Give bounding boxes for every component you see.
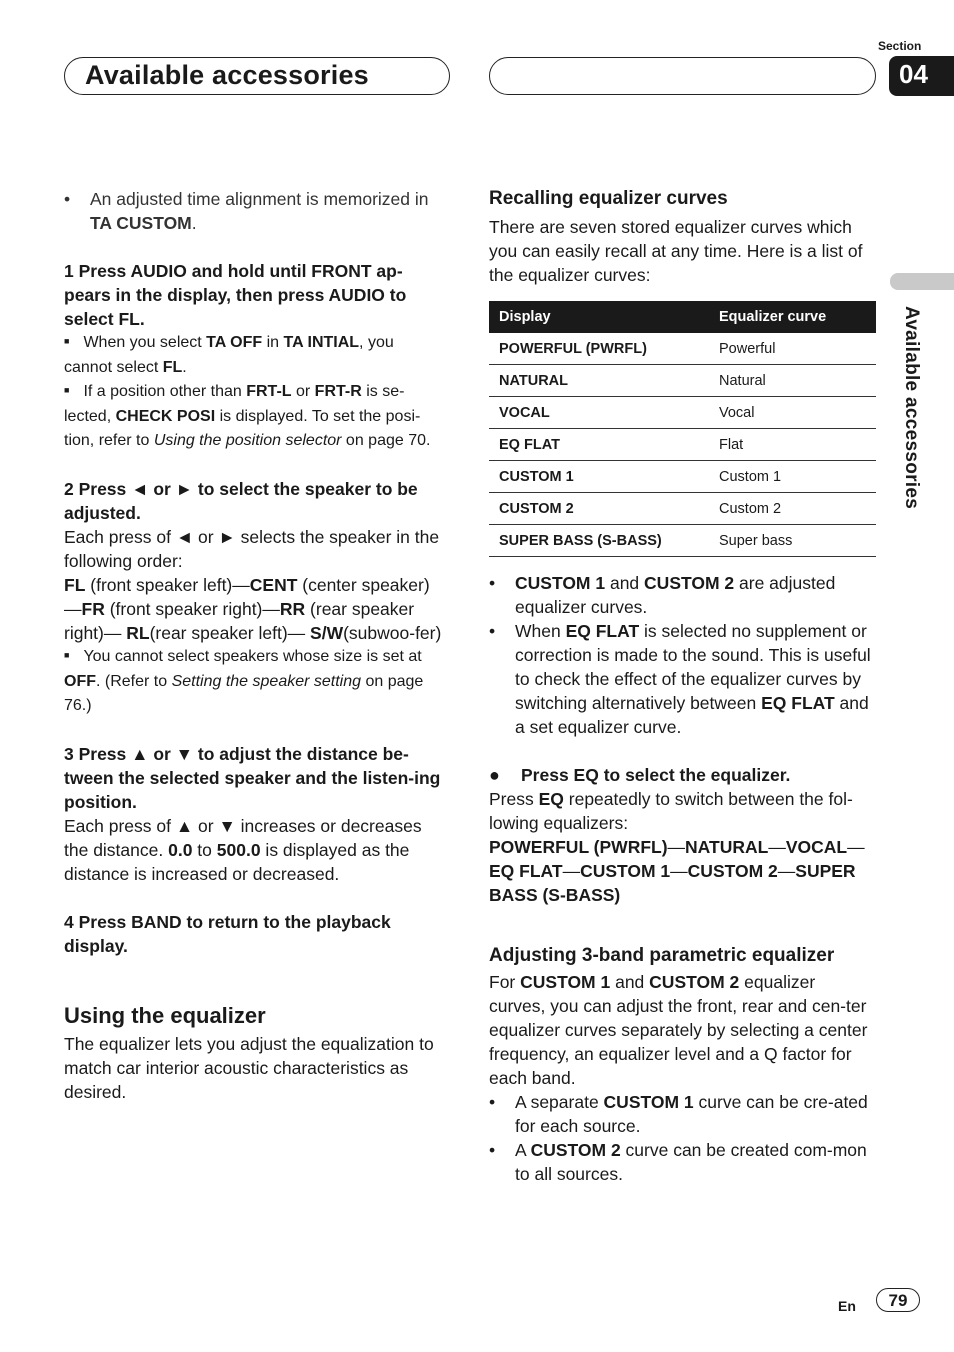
table-row <box>489 397 876 429</box>
recalling-body: There are seven stored equalizer curves which you can easily recall at any time. Here is a list of the equalizer curves: <box>489 217 863 285</box>
table-cell-display: POWERFUL (PWRFL) <box>489 333 709 365</box>
table-cell-display: SUPER BASS (S-BASS) <box>489 525 709 557</box>
step-3-body: Each press of ▲ or ▼ increases or decreases the distance. 0.0 to 500.0 is displayed as the distance is increased or decreased. <box>64 816 422 884</box>
step-dot-icon: ● <box>489 765 500 785</box>
note-check-posi: ■ If a position other than FRT-L or FRT-R is se-lected, CHECK POSI is displayed. To set the posi-tion, refer to Using the position selector on page 70. <box>64 380 446 453</box>
table-row <box>489 333 876 365</box>
equalizer-curve-table <box>489 301 876 557</box>
table-row <box>489 429 876 461</box>
header-empty-box <box>489 57 876 95</box>
table-cell-curve: Natural <box>709 365 876 397</box>
bullet-eq-flat: • When EQ FLAT is selected no supplement or correction is made to the sound. This is useful to check the effect of the equalizer curves by switching alternatively between EQ FLAT and a set equalizer curve. <box>489 619 876 739</box>
speaker-order: FL (front speaker left)—CENT (center speaker)—FR (front speaker right)—RR (rear speaker right)— RL(rear speaker left)— S/W(subwoo-fer) <box>64 575 442 643</box>
note-speaker-off: ■ You cannot select speakers whose size is set at OFF. (Refer to Setting the speaker setting on page 76.) <box>64 645 446 718</box>
side-tab-marker <box>890 273 954 290</box>
page-number: 79 <box>876 1288 920 1312</box>
section-label: Section <box>878 39 922 53</box>
note-ta-off: ■ When you select TA OFF in TA INTIAL, you cannot select FL. <box>64 331 446 380</box>
bullet-custom-2: • A CUSTOM 2 curve can be created com-mon to all sources. <box>489 1138 876 1186</box>
table-cell-curve: Custom 1 <box>709 461 876 493</box>
left-column <box>64 187 446 1104</box>
parametric-heading: Adjusting 3-band parametric equalizer <box>489 945 835 966</box>
table-cell-curve: Vocal <box>709 397 876 429</box>
table-cell-curve: Powerful <box>709 333 876 365</box>
table-row <box>489 365 876 397</box>
table-header-curve: Equalizer curve <box>709 301 876 333</box>
eq-order: POWERFUL (PWRFL)—NATURAL—VOCAL—EQ FLAT—CUSTOM 1—CUSTOM 2—SUPER BASS (S-BASS) <box>489 837 865 905</box>
eq-step-body: Press EQ repeatedly to switch between the fol-lowing equalizers: <box>489 789 853 833</box>
step-4: 4 Press BAND to return to the playback display. <box>64 912 391 956</box>
section-number: 04 <box>889 56 954 96</box>
right-column <box>489 187 876 1186</box>
table-cell-curve: Flat <box>709 429 876 461</box>
table-cell-display: CUSTOM 2 <box>489 493 709 525</box>
table-cell-display: NATURAL <box>489 365 709 397</box>
table-row <box>489 461 876 493</box>
table-header-row <box>489 301 876 333</box>
table-cell-curve: Custom 2 <box>709 493 876 525</box>
step-2-body: Each press of ◄ or ► selects the speaker in the following order: <box>64 527 440 571</box>
table-cell-display: EQ FLAT <box>489 429 709 461</box>
page-title-box <box>64 57 450 95</box>
table-cell-curve: Super bass <box>709 525 876 557</box>
footer-language: En <box>838 1298 856 1314</box>
eq-step: ● Press EQ to select the equalizer. <box>489 765 791 785</box>
side-tab-label: Available accessories <box>901 306 922 510</box>
bullet-custom-curves: • CUSTOM 1 and CUSTOM 2 are adjusted equalizer curves. <box>489 571 876 619</box>
table-cell-display: VOCAL <box>489 397 709 429</box>
step-1: 1 Press AUDIO and hold until FRONT ap-pears in the display, then press AUDIO to select FL. <box>64 261 407 329</box>
step-2: 2 Press ◄ or ► to select the speaker to be adjusted. <box>64 479 418 523</box>
parametric-body: For CUSTOM 1 and CUSTOM 2 equalizer curves, you can adjust the front, rear and cen-ter equalizer curves separately by selecting a center frequency, an equalizer level and a Q factor for each band. <box>489 972 868 1088</box>
table-cell-display: CUSTOM 1 <box>489 461 709 493</box>
bullet-custom-1: • A separate CUSTOM 1 curve can be cre-ated for each source. <box>489 1090 876 1138</box>
table-header-display: Display <box>489 301 709 333</box>
using-equalizer-body: The equalizer lets you adjust the equalization to match car interior acoustic characteristics as desired. <box>64 1034 434 1102</box>
using-equalizer-heading: Using the equalizer <box>64 1003 266 1028</box>
bullet-ta-custom: • An adjusted time alignment is memorized in TA CUSTOM. <box>64 187 446 235</box>
table-row <box>489 525 876 557</box>
recalling-heading: Recalling equalizer curves <box>489 188 728 209</box>
step-3: 3 Press ▲ or ▼ to adjust the distance be-tween the selected speaker and the listen-ing position. <box>64 744 441 812</box>
page-title: Available accessories <box>85 60 369 90</box>
table-row <box>489 493 876 525</box>
